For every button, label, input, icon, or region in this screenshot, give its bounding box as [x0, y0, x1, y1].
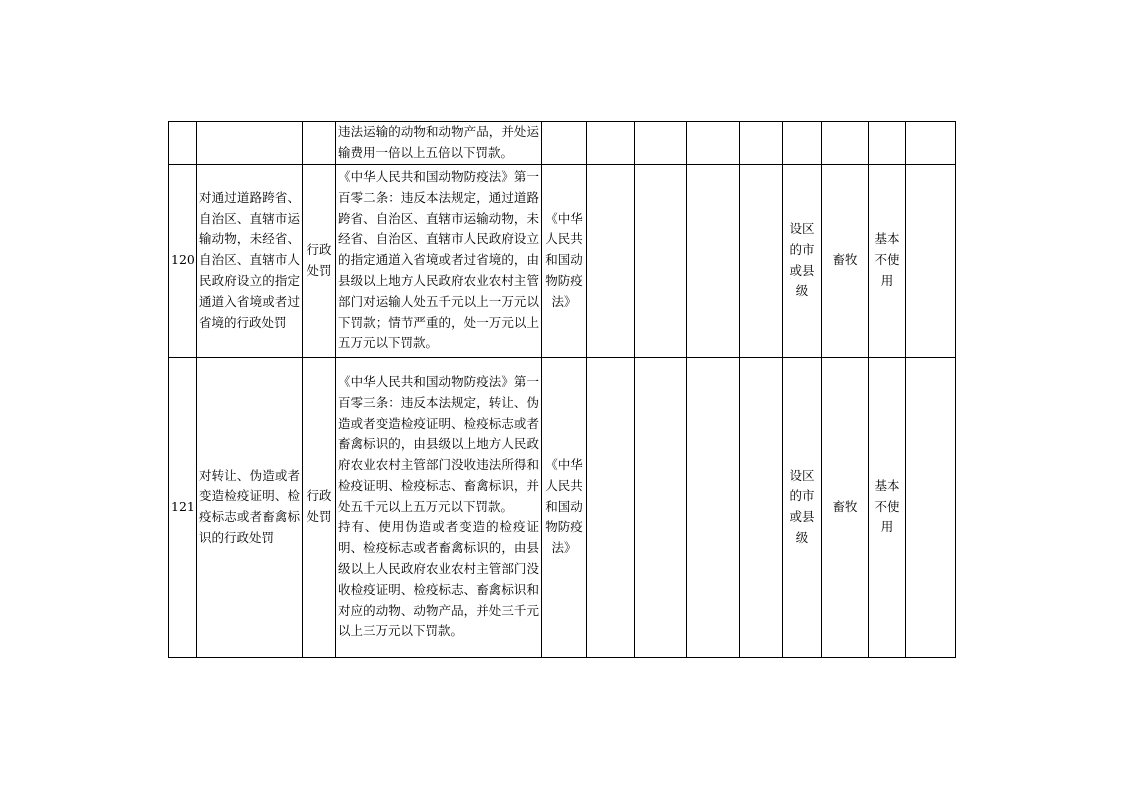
empty-cell [740, 122, 783, 165]
usage-status [869, 122, 906, 165]
department [822, 122, 869, 165]
empty-cell [687, 357, 740, 657]
row-index: 121 [169, 357, 197, 657]
enforcement-level [783, 122, 822, 165]
row-index [169, 122, 197, 165]
legal-basis: 《中华人民共和国动物防疫法》第一百零三条：违反本法规定，转让、伪造或者变造检疫证明、检疫标志或者畜禽标识的，由县级以上地方人民政府农业农村主管部门没收违法所得和检疫证明、检疫标志、畜禽标识，并处五千元以上五万元以下罚款。 持有、使用伪造或者变造的检疫证明、检疫标志或者畜禽标识的，由县级以上人民政府农业农村主管部门没收检疫证明、检疫标志、畜禽标识和对应的动物、动物产品，并处三千元以上三万元以下罚款。 [336, 357, 542, 657]
empty-cell [635, 357, 687, 657]
usage-status: 基本 不使 用 [869, 164, 906, 357]
empty-cell [687, 122, 740, 165]
item-category: 行政 处罚 [303, 357, 336, 657]
enforcement-level: 设区 的市 或县 级 [783, 357, 822, 657]
department: 畜牧 [822, 164, 869, 357]
item-name [197, 122, 303, 165]
law-name: 《中华 人民共 和国动 物防疫 法》 [542, 357, 587, 657]
empty-cell [587, 357, 635, 657]
item-name: 对转让、伪造或者变造检疫证明、检疫标志或者畜禽标识的行政处罚 [197, 357, 303, 657]
document-table [168, 121, 956, 658]
item-category: 行政 处罚 [303, 164, 336, 357]
law-name [542, 122, 587, 165]
empty-cell [635, 164, 687, 357]
item-name: 对通过道路跨省、自治区、直辖市运输动物，未经省、自治区、直辖市人民政府设立的指定通道入省境或者过省境的行政处罚 [197, 164, 303, 357]
enforcement-level: 设区 的市 或县 级 [783, 164, 822, 357]
table-row [169, 164, 956, 357]
table-row [169, 357, 956, 657]
law-name: 《中华 人民共 和国动 物防疫 法》 [542, 164, 587, 357]
empty-cell [587, 122, 635, 165]
table-row [169, 122, 956, 165]
legal-basis: 《中华人民共和国动物防疫法》第一百零二条：违反本法规定，通过道路跨省、自治区、直辖市运输动物，未经省、自治区、直辖市人民政府设立的指定通道入省境或者过省境的，由县级以上地方人民政府农业农村主管部门对运输人处五千元以上一万元以下罚款；情节严重的，处一万元以上五万元以下罚款。 [336, 164, 542, 357]
empty-cell [906, 122, 956, 165]
usage-status: 基本 不使 用 [869, 357, 906, 657]
department: 畜牧 [822, 357, 869, 657]
empty-cell [587, 164, 635, 357]
empty-cell [635, 122, 687, 165]
item-category [303, 122, 336, 165]
empty-cell [740, 357, 783, 657]
empty-cell [906, 357, 956, 657]
row-index: 120 [169, 164, 197, 357]
empty-cell [740, 164, 783, 357]
empty-cell [687, 164, 740, 357]
empty-cell [906, 164, 956, 357]
legal-basis: 违法运输的动物和动物产品，并处运输费用一倍以上五倍以下罚款。 [336, 122, 542, 165]
